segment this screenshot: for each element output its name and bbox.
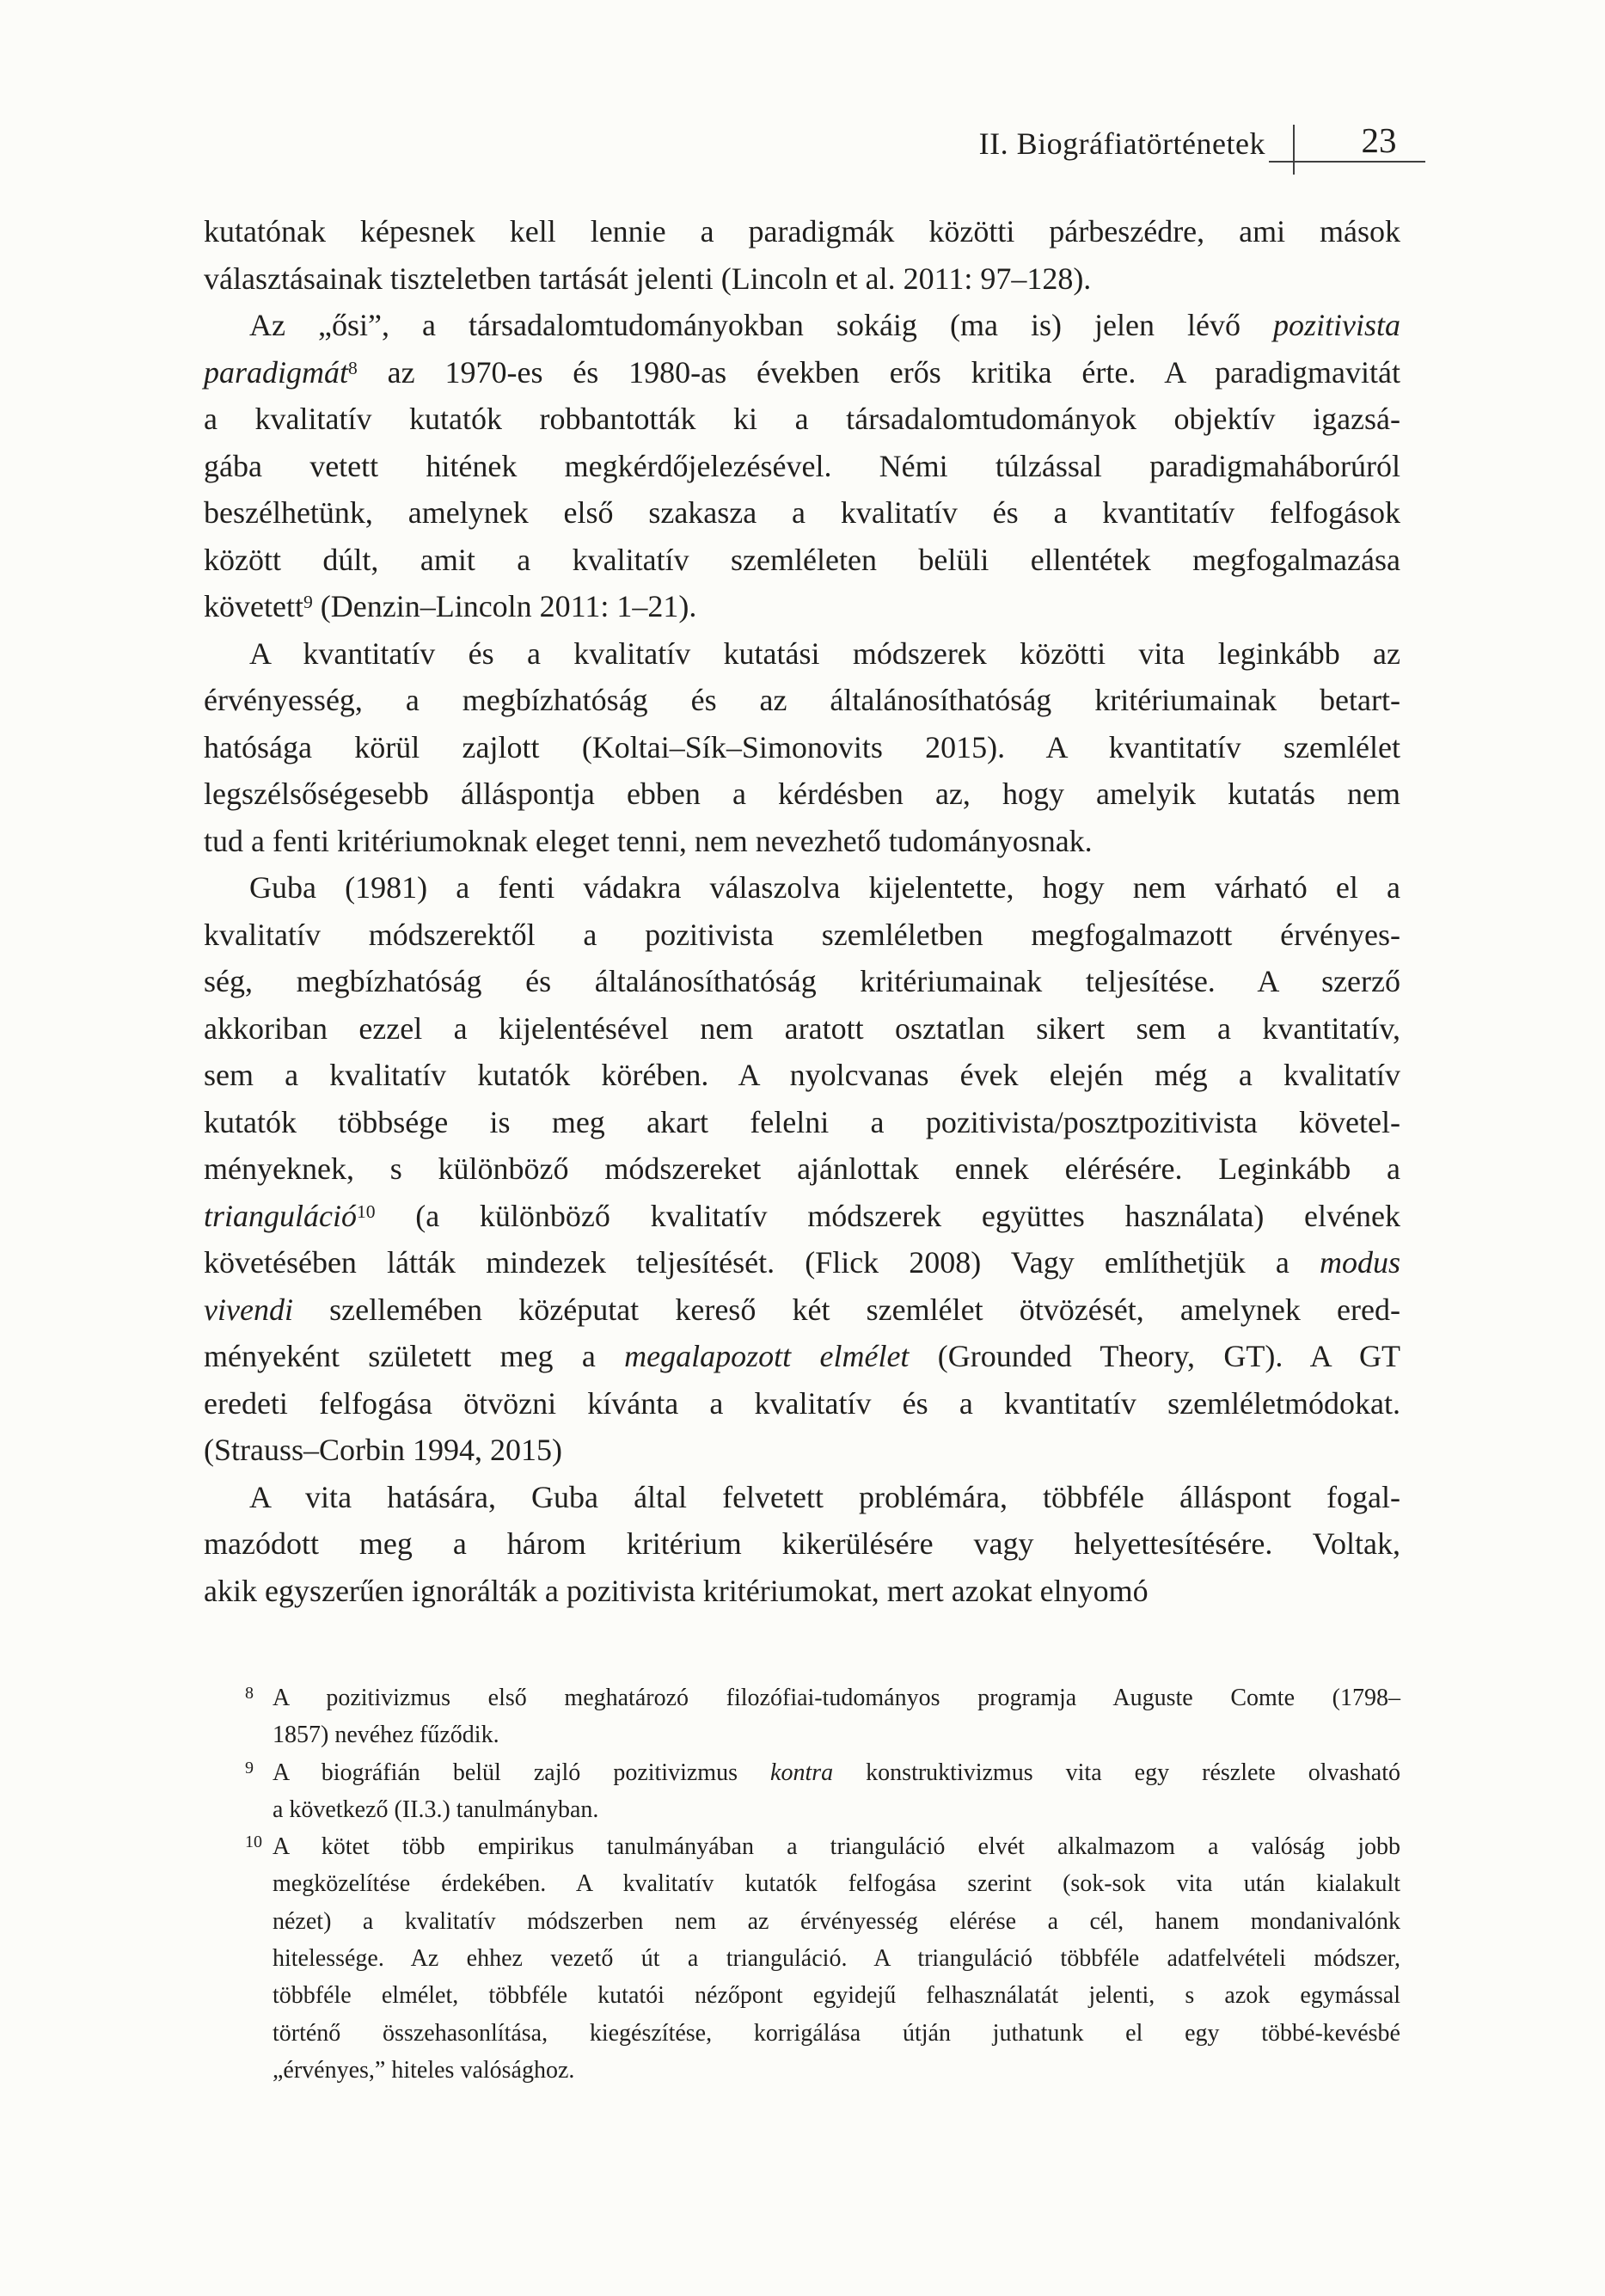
- footnote-line: [273, 1903, 1400, 1940]
- body-text-line: [204, 1052, 1400, 1099]
- text-segment: „érvényes,” hiteles valósághoz.: [273, 2056, 575, 2084]
- footnote-8: [204, 1679, 1400, 1754]
- text-segment: ség, megbízhatóság és általánosíthatóság kritériumainak teljesítése. A szerző: [204, 964, 1400, 998]
- body-text-line: [204, 583, 1400, 630]
- text-segment: Az „ősi”, a társadalomtudományokban sokáig (ma is) jelen lévő: [249, 308, 1273, 342]
- footnote-marker: 8: [245, 1684, 254, 1703]
- text-segment: eredeti felfogása ötvözni kívánta a kvalitatív és a kvantitatív szemléletmódokat.: [204, 1385, 1400, 1421]
- text-segment: A pozitivizmus első meghatározó filozófiai-tudományos programja Auguste Comte (1798–: [273, 1685, 1400, 1711]
- body-text-line: [204, 724, 1400, 771]
- footnote-line: [273, 1716, 1400, 1753]
- body-text-line: [204, 818, 1400, 865]
- body-text-line: [204, 770, 1400, 818]
- body-text-line: [204, 443, 1400, 490]
- italic-text-segment: paradigmát: [204, 354, 349, 390]
- body-text-line: [204, 677, 1400, 724]
- text-segment: (a különböző kvalitatív módszerek együttes használata) elvének: [375, 1198, 1400, 1233]
- body-text-line: [204, 912, 1400, 959]
- body-text-line: [204, 1427, 1400, 1474]
- text-segment: 1857) nevéhez fűződik.: [273, 1722, 499, 1749]
- italic-text-segment: trianguláció: [204, 1198, 357, 1233]
- text-segment: érvényesség, a megbízhatóság és az általánosíthatóság kritériumainak betart-: [204, 683, 1400, 717]
- text-segment: hatósága körül zajlott (Koltai–Sík–Simonovits 2015). A kvantitatív szemlélet: [204, 729, 1400, 764]
- body-text-line: [204, 1474, 1400, 1521]
- italic-text-segment: vivendi: [204, 1292, 293, 1327]
- body-text-line: [204, 1239, 1400, 1286]
- text-segment: között dúlt, amit a kvalitatív szemléleten belüli ellentétek megfogalmazása: [204, 542, 1400, 577]
- body-text-line: [204, 208, 1400, 255]
- running-head: II. Biográfiatörténetek: [978, 126, 1265, 161]
- footnote-10: [204, 1828, 1400, 2089]
- footnotes-section: [204, 1679, 1400, 2089]
- footnote-line: [273, 1679, 1400, 1716]
- footnote-marker: 9: [245, 1758, 254, 1777]
- text-segment: szellemében középutat kereső két szemlélet ötvözését, amelynek ered-: [292, 1292, 1400, 1327]
- footnote-marker: 10: [245, 1833, 262, 1852]
- text-segment: a kvalitatív kutatók robbantották ki a társadalomtudományok objektív igazsá-: [204, 402, 1400, 436]
- footnote-line: [273, 1940, 1400, 1977]
- page-number: 23: [1361, 120, 1397, 160]
- body-text-line: [204, 1520, 1400, 1568]
- text-segment: (Grounded Theory, GT). A GT: [909, 1339, 1400, 1373]
- body-text-line: [204, 1568, 1400, 1615]
- body-text-line: [204, 1193, 1400, 1240]
- text-segment: az 1970-es és 1980-as években erős kritika érte. A paradigmavitát: [357, 354, 1400, 390]
- footnote-line: [273, 1754, 1400, 1791]
- text-segment: A vita hatására, Guba által felvetett problémára, többféle álláspont fogal-: [249, 1479, 1400, 1514]
- footnote-line: [273, 1828, 1400, 1865]
- body-text-line: [204, 1145, 1400, 1193]
- body-text-line: [204, 1286, 1400, 1334]
- italic-text-segment: megalapozott elmélet: [624, 1339, 910, 1373]
- footnote-line: [273, 1791, 1400, 1828]
- header-vertical-rule: [1293, 125, 1295, 175]
- text-segment: A biográfián belül zajló pozitivizmus: [273, 1759, 771, 1786]
- text-segment: tud a fenti kritériumoknak eleget tenni, nem nevezhető tudományosnak.: [204, 823, 1093, 858]
- text-segment: történő összehasonlítása, kiegészítése, korrigálása útján juthatunk el egy többé-kevésbé: [273, 2019, 1400, 2047]
- body-text-line: [204, 255, 1400, 303]
- footnote-line: [273, 2052, 1400, 2089]
- text-segment: kutatónak képesnek kell lennie a paradigmák közötti párbeszédre, ami mások: [204, 214, 1400, 249]
- body-text-line: [204, 489, 1400, 537]
- footnote-9: [204, 1754, 1400, 1829]
- text-segment: ményeként született meg a: [204, 1339, 625, 1373]
- italic-text-segment: kontra: [770, 1759, 834, 1786]
- text-segment: A kvantitatív és a kvalitatív kutatási módszerek közötti vita leginkább az: [249, 635, 1400, 671]
- text-segment: megközelítése érdekében. A kvalitatív kutatók felfogása szerint (sok-sok vita után kialakult: [273, 1870, 1400, 1898]
- text-segment: kutatók többsége is meg akart felelni a pozitivista/posztpozitivista követel-: [204, 1104, 1400, 1139]
- footnote-line: [273, 1865, 1400, 1902]
- text-segment: akik egyszerűen ignorálták a pozitivista kritériumokat, mert azokat elnyomó: [204, 1573, 1149, 1608]
- text-segment: választásainak tiszteletben tartását jelenti (Lincoln et al. 2011: 97–128).: [204, 261, 1092, 296]
- footnote-line: [273, 2015, 1400, 2052]
- italic-text-segment: pozitivista: [1272, 308, 1400, 342]
- text-segment: hitelessége. Az ehhez vezető út a trianguláció. A trianguláció többféle adatfelvételi módszer,: [273, 1945, 1400, 1973]
- footnote-reference: 8: [348, 357, 358, 378]
- text-segment: akkoriban ezzel a kijelentésével nem aratott osztatlan sikert sem a kvantitatív,: [204, 1010, 1400, 1046]
- body-text-line: [204, 537, 1400, 584]
- text-segment: gába vetett hitének megkérdőjelezésével. Némi túlzással paradigmaháborúról: [204, 448, 1400, 483]
- footnote-reference: 10: [357, 1200, 376, 1222]
- text-segment: követett: [204, 589, 303, 623]
- body-text-line: [204, 630, 1400, 678]
- text-segment: a következő (II.3.) tanulmányban.: [273, 1796, 599, 1823]
- body-text-line: [204, 1380, 1400, 1427]
- text-segment: követésében látták mindezek teljesítését. (Flick 2008) Vagy említhetjük a: [204, 1245, 1320, 1280]
- body-text-column: [204, 208, 1400, 1614]
- body-text-line: [204, 396, 1400, 443]
- body-text-line: [204, 1005, 1400, 1053]
- body-text-line: [204, 1099, 1400, 1146]
- text-segment: beszélhetünk, amelynek első szakasza a kvalitatív és a kvantitatív felfogások: [204, 495, 1400, 530]
- body-text-line: [204, 958, 1400, 1005]
- text-segment: Guba (1981) a fenti vádakra válaszolva kijelentette, hogy nem várható el a: [249, 870, 1400, 905]
- footnote-line: [273, 1977, 1400, 2014]
- text-segment: kvalitatív módszerektől a pozitivista szemléletben megfogalmazott érvényes-: [204, 917, 1400, 952]
- body-text-line: [204, 864, 1400, 912]
- text-segment: nézet) a kvalitatív módszerben nem az érvényesség elérése a cél, hanem mondanivalónk: [273, 1907, 1400, 1935]
- text-segment: (Denzin–Lincoln 2011: 1–21).: [312, 589, 697, 623]
- text-segment: A kötet több empirikus tanulmányában a trianguláció elvét alkalmazom a valóság jobb: [273, 1833, 1400, 1861]
- body-text-line: [204, 1333, 1400, 1380]
- text-segment: (Strauss–Corbin 1994, 2015): [204, 1433, 562, 1467]
- text-segment: legszélsőségesebb álláspontja ebben a kérdésben az, hogy amelyik kutatás nem: [204, 777, 1400, 811]
- text-segment: sem a kvalitatív kutatók körében. A nyolcvanas évek elején még a kvalitatív: [204, 1058, 1400, 1092]
- header-horizontal-rule: [1269, 161, 1425, 163]
- text-segment: többféle elmélet, többféle kutatói nézőpont egyidejű felhasználatát jelenti, s azok egymással: [273, 1982, 1400, 2010]
- text-segment: mazódott meg a három kritérium kikerülésére vagy helyettesítésére. Voltak,: [204, 1526, 1400, 1561]
- body-text-line: [204, 349, 1400, 396]
- footnote-reference: 9: [303, 592, 313, 613]
- text-segment: konstruktivizmus vita egy részlete olvasható: [833, 1759, 1400, 1786]
- body-text-line: [204, 302, 1400, 349]
- text-segment: ményeknek, s különböző módszereket ajánlottak ennek elérésére. Leginkább a: [204, 1151, 1400, 1186]
- italic-text-segment: modus: [1319, 1245, 1400, 1280]
